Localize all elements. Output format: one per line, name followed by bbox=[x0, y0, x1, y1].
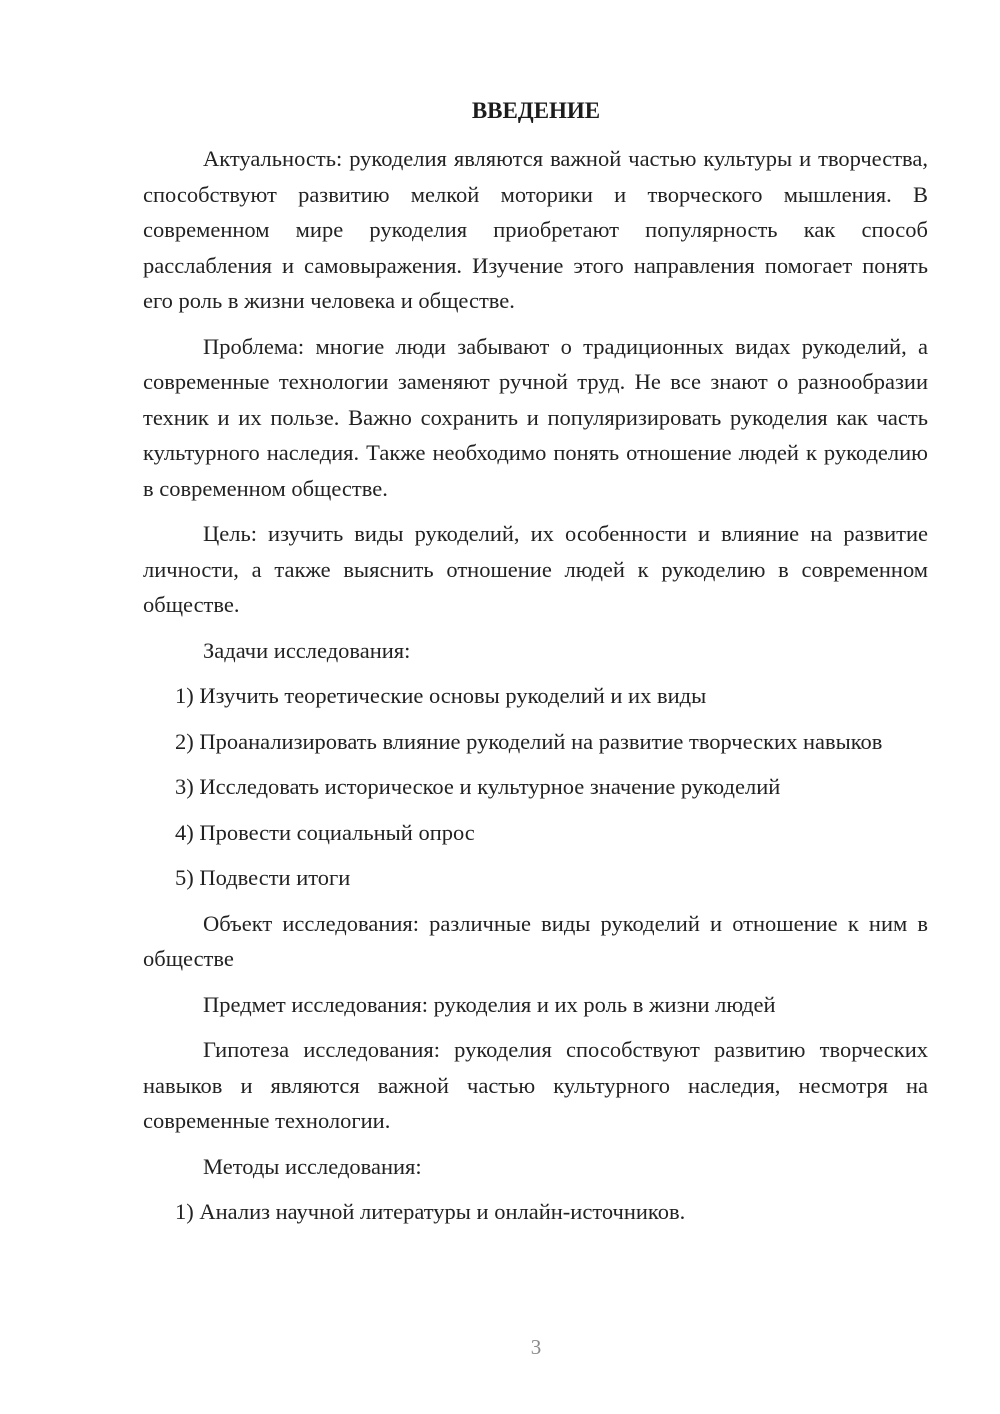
paragraph-subject: Предмет исследования: рукоделия и их роль в жизни людей bbox=[203, 991, 776, 1017]
task-item-5: 5) Подвести итоги bbox=[175, 865, 351, 890]
task-item-3: 3) Исследовать историческое и культурное значение рукоделий bbox=[175, 774, 781, 799]
section-title: ВВЕДЕНИЕ bbox=[471, 98, 601, 123]
paragraph-object: Объект исследования: различные виды рукоделий и отношение к ним в обществе bbox=[143, 910, 928, 971]
body-text bbox=[143, 141, 928, 1240]
paragraph-goal: Цель: изучить виды рукоделий, их особенности и влияние на развитие личности, а также выяснить отношение людей к рукоделию в современном обществе. bbox=[143, 521, 928, 617]
task-item-2: 2) Проанализировать влияние рукоделий на развитие творческих навыков bbox=[175, 728, 883, 754]
paragraph-tasks-heading: Задачи исследования: bbox=[203, 637, 411, 663]
task-item-4: 4) Провести социальный опрос bbox=[175, 819, 475, 845]
paragraph-problem: Проблема: многие люди забывают о традиционных видах рукоделий, а современные технологии заменяют ручной труд. Не все знают о разнообразии техник и их пользе. Важно сохранить и популяризировать рукоделия как часть культурного наследия. Также необходимо понять отношение людей к рукоделию в современном обществе. bbox=[143, 333, 928, 501]
method-item-1: 1) Анализ научной литературы и онлайн-источников. bbox=[175, 1199, 686, 1224]
paragraph-hypothesis: Гипотеза исследования: рукоделия способствуют развитию творческих навыков и являются важной частью культурного наследия, несмотря на современные технологии. bbox=[143, 1037, 928, 1133]
task-item-1: 1) Изучить теоретические основы рукоделий и их виды bbox=[175, 683, 707, 708]
page-number: 3 bbox=[530, 1335, 542, 1359]
paragraph-methods-heading: Методы исследования: bbox=[203, 1153, 422, 1179]
paragraph-relevance: Актуальность: рукоделия являются важной частью культуры и творчества, способствуют развитию мелкой моторики и творческого мышления. В современном мире рукоделия приобретают популярность как способ расслабления и самовыражения. Изучение этого направления помогает понять его роль в жизни человека и обществе. bbox=[143, 146, 928, 313]
